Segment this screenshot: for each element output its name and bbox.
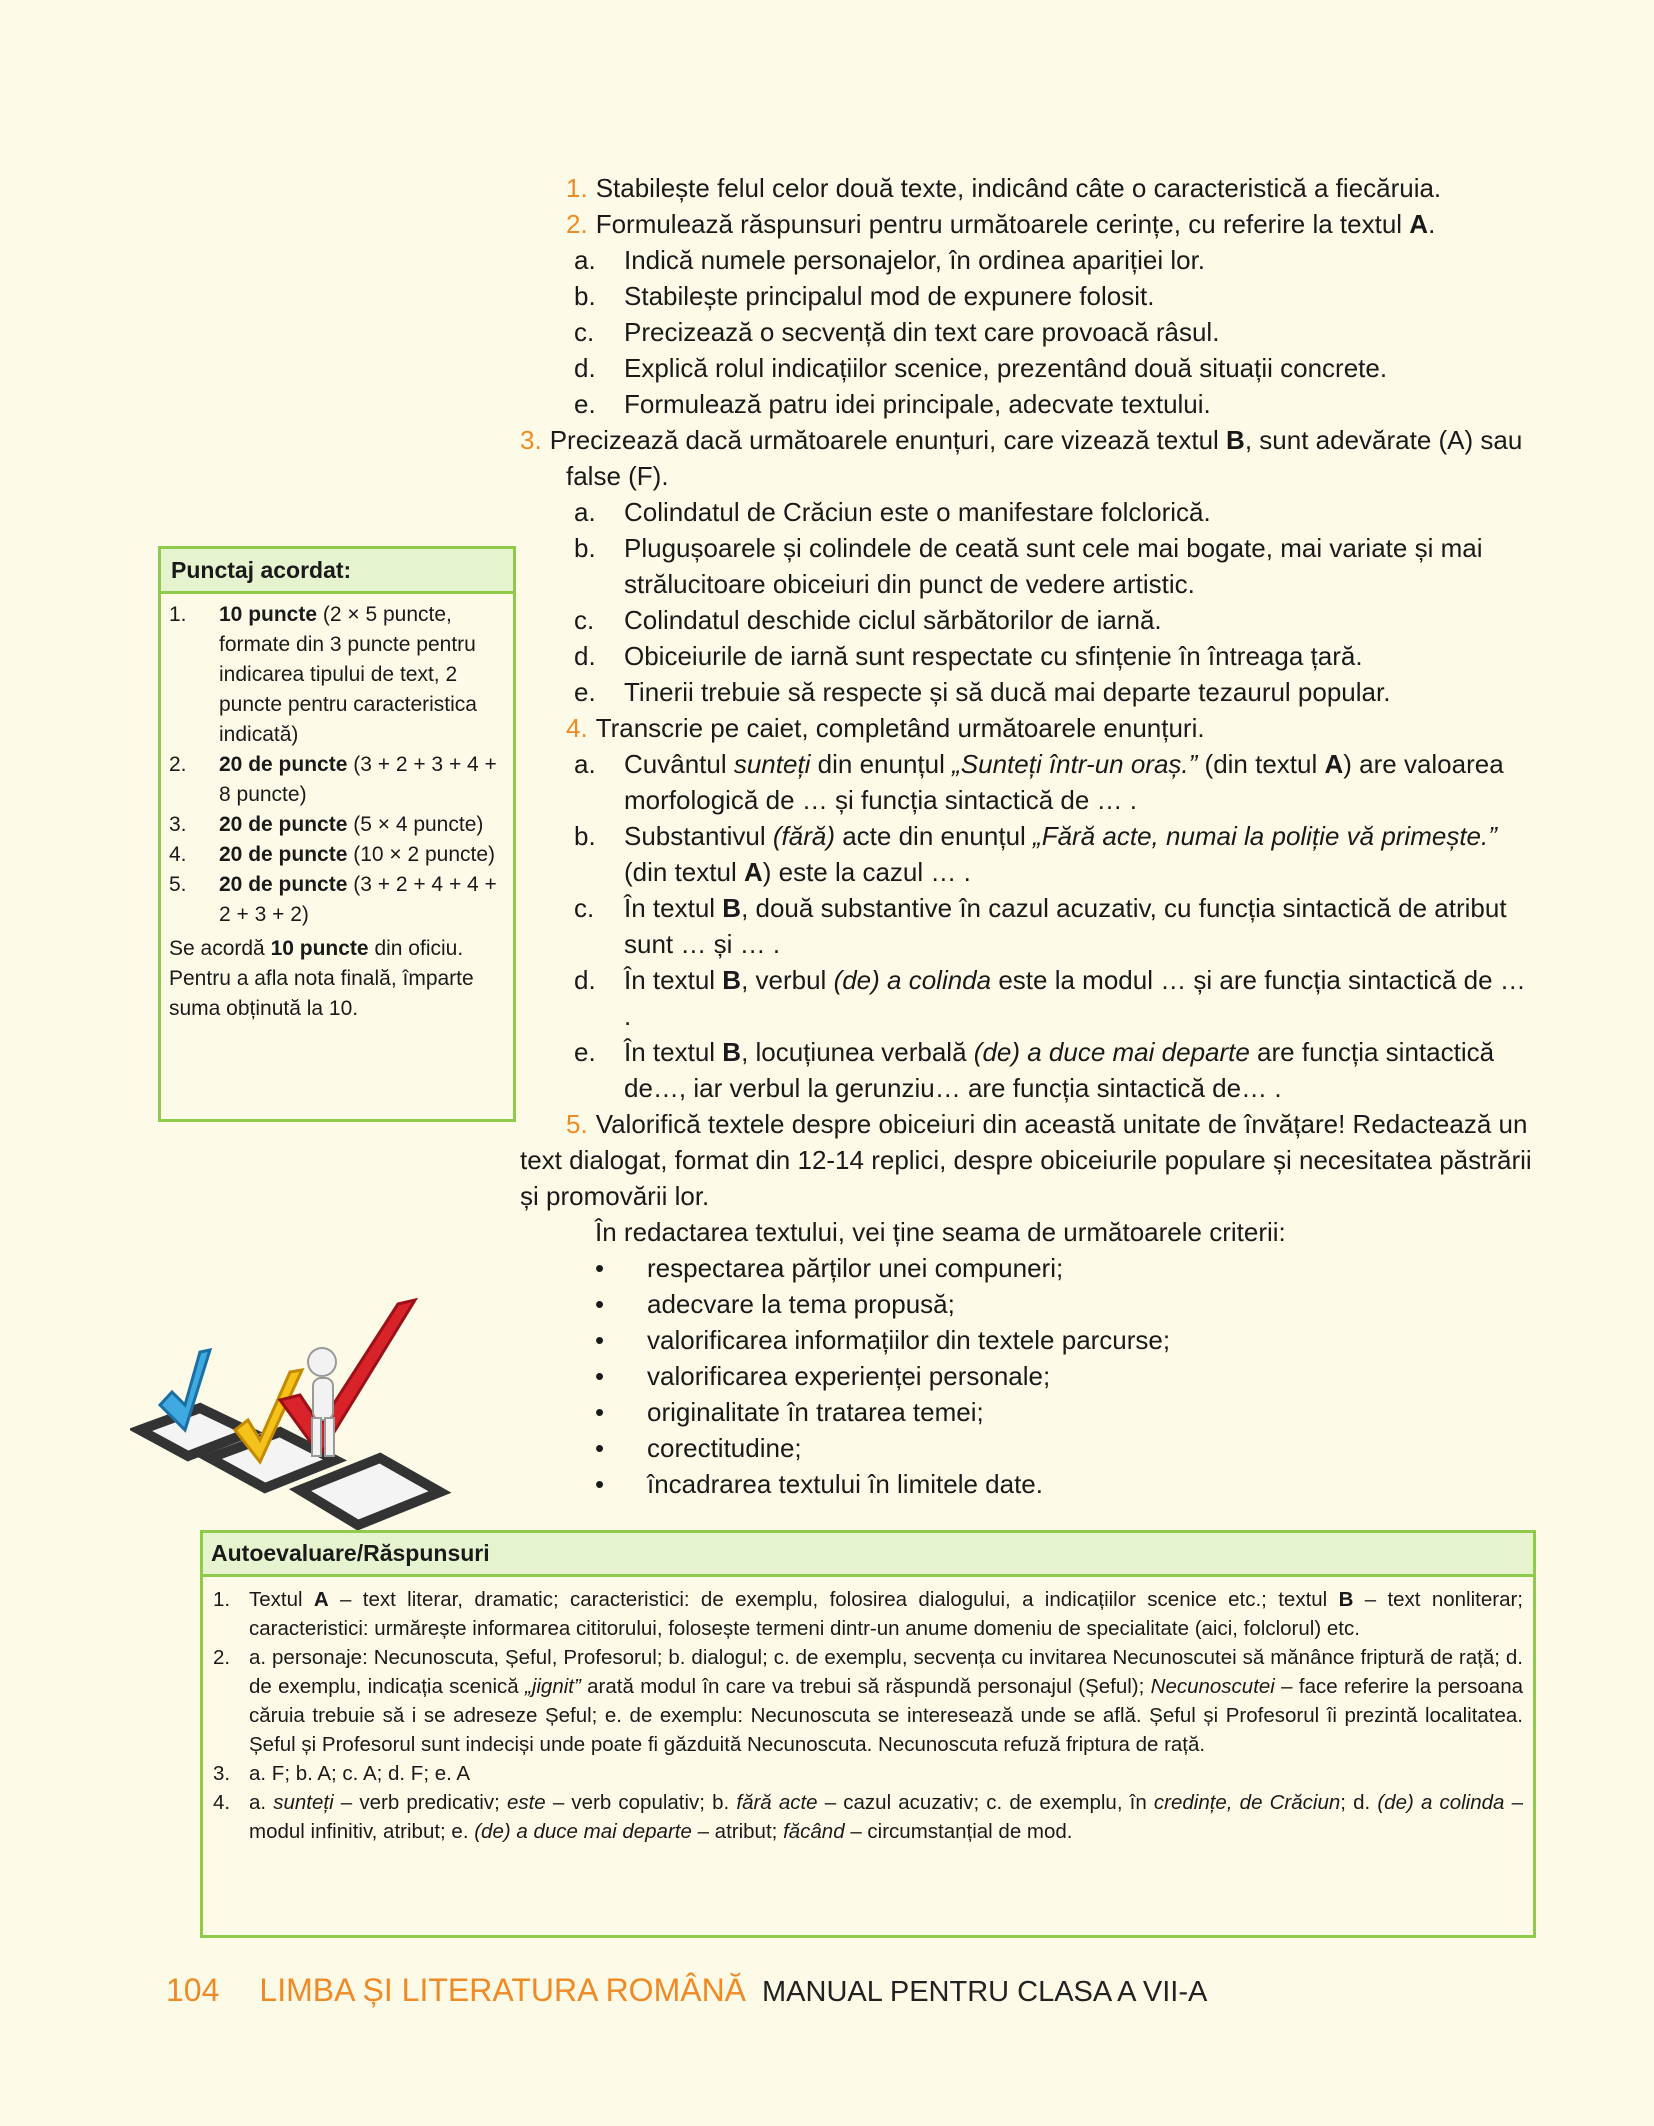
score-row bbox=[169, 810, 505, 840]
score-row-number: 2. bbox=[169, 753, 187, 776]
bullet-icon: • bbox=[595, 1433, 605, 1463]
item-letter: d. bbox=[574, 965, 596, 995]
question-text: Formulează răspunsuri pentru următoarele cerințe, cu referire la textul bbox=[595, 209, 1410, 239]
answer-row bbox=[213, 1585, 1523, 1643]
list-item bbox=[520, 1250, 1540, 1286]
item-letter: e. bbox=[574, 677, 596, 707]
bullet-icon: • bbox=[595, 1397, 605, 1427]
item-letter: d. bbox=[574, 641, 596, 671]
answer-number: 3. bbox=[213, 1762, 231, 1785]
answer-number: 1. bbox=[213, 1588, 231, 1611]
question-2 bbox=[520, 206, 1540, 242]
list-item bbox=[520, 602, 1540, 638]
question-text-end: , sunt adevărate (A) sau false (F). bbox=[566, 425, 1523, 491]
list-item bbox=[520, 818, 1540, 890]
bullet-icon: • bbox=[595, 1289, 605, 1319]
score-row-text: 20 de puncte (5 × 4 puncte) bbox=[219, 813, 484, 836]
question-text-end: . bbox=[1428, 209, 1436, 239]
score-row bbox=[169, 750, 505, 810]
answer-row bbox=[213, 1759, 1523, 1788]
item-text: Explică rolul indicațiilor scenice, prezentând două situații concrete. bbox=[624, 353, 1388, 383]
list-item bbox=[520, 638, 1540, 674]
list-item bbox=[520, 1430, 1540, 1466]
question-3 bbox=[520, 422, 1540, 494]
question-number: 3. bbox=[520, 425, 542, 455]
question-1 bbox=[520, 170, 1540, 206]
question-text: Valorifică textele despre obiceiuri din această unitate de învățare! Redactează un text dialogat, format din 12-14 replici, despre obiceiurile populare și necesitatea păstrării și promovării lor. bbox=[520, 1109, 1532, 1211]
score-row bbox=[169, 600, 505, 750]
list-item bbox=[520, 962, 1540, 1034]
list-item bbox=[520, 278, 1540, 314]
answer-row bbox=[213, 1788, 1523, 1846]
item-text: Precizează o secvență din text care provoacă râsul. bbox=[624, 317, 1220, 347]
manual-title: MANUAL PENTRU CLASA A VII-A bbox=[762, 1976, 1208, 2008]
question-text: Precizează dacă următoarele enunțuri, care vizează textul bbox=[549, 425, 1227, 455]
criterion-text: corectitudine; bbox=[647, 1433, 802, 1463]
list-item bbox=[520, 674, 1540, 710]
item-letter: b. bbox=[574, 281, 596, 311]
question-5 bbox=[520, 1106, 1540, 1214]
text-ref: B bbox=[1226, 425, 1245, 455]
list-item bbox=[520, 1358, 1540, 1394]
question-number: 1. bbox=[566, 173, 588, 203]
item-letter: e. bbox=[574, 1037, 596, 1067]
list-item bbox=[520, 242, 1540, 278]
item-text: În textul B, locuțiunea verbală (de) a duce mai departe are funcția sintactică de…, iar verbul la gerunziu… are funcția sintactică de… . bbox=[624, 1037, 1495, 1103]
item-text: În textul B, două substantive în cazul acuzativ, cu funcția sintactică de atribut sunt … și … . bbox=[624, 893, 1507, 959]
score-row-number: 5. bbox=[169, 873, 187, 896]
checklist-checkmarks-icon bbox=[130, 1280, 510, 1540]
list-item bbox=[520, 530, 1540, 602]
question-number: 2. bbox=[566, 209, 588, 239]
question-text: Transcrie pe caiet, completând următoarele enunțuri. bbox=[595, 713, 1205, 743]
question-number: 5. bbox=[566, 1109, 588, 1139]
text-ref: A bbox=[1409, 209, 1429, 239]
score-note: Se acordă 10 puncte din oficiu. Pentru a afla nota finală, împarte suma obținută la 10. bbox=[169, 937, 474, 1020]
item-text: Plugușoarele și colindele de ceată sunt cele mai bogate, mai variate și mai strălucitoare obiceiuri din punct de vedere artistic. bbox=[624, 533, 1483, 599]
page-number: 104 bbox=[166, 1972, 220, 2008]
item-letter: c. bbox=[574, 605, 595, 635]
bullet-icon: • bbox=[595, 1469, 605, 1499]
list-item bbox=[520, 1394, 1540, 1430]
answer-number: 2. bbox=[213, 1646, 231, 1669]
item-letter: d. bbox=[574, 353, 596, 383]
answer-text: a. F; b. A; c. A; d. F; e. A bbox=[249, 1762, 471, 1785]
item-letter: c. bbox=[574, 317, 595, 347]
bullet-icon: • bbox=[595, 1325, 605, 1355]
item-text: Obiceiurile de iarnă sunt respectate cu sfințenie în întreaga țară. bbox=[624, 641, 1363, 671]
criterion-text: respectarea părților unei compuneri; bbox=[647, 1253, 1064, 1283]
criterion-text: valorificarea experienței personale; bbox=[647, 1361, 1051, 1391]
list-item bbox=[520, 494, 1540, 530]
item-text: În textul B, verbul (de) a colinda este la modul … și are funcția sintactică de … . bbox=[624, 965, 1526, 1031]
score-row-number: 4. bbox=[169, 843, 187, 866]
item-text: Cuvântul sunteți din enunțul „Sunteți într-un oraș.” (din textul A) are valoarea morfologică de … și funcția sintactică de … . bbox=[624, 749, 1504, 815]
item-letter: c. bbox=[574, 893, 595, 923]
list-item bbox=[520, 314, 1540, 350]
list-item bbox=[520, 386, 1540, 422]
score-box bbox=[158, 546, 516, 1122]
list-item bbox=[520, 1322, 1540, 1358]
item-text: Formulează patru idei principale, adecvate textului. bbox=[624, 389, 1211, 419]
score-row-text: 10 puncte (2 × 5 puncte, formate din 3 puncte pentru indicarea tipului de text, 2 puncte pentru caracteristica indicată) bbox=[219, 603, 477, 746]
item-letter: b. bbox=[574, 533, 596, 563]
answers-title: Autoevaluare/Răspunsuri bbox=[203, 1533, 1533, 1577]
question-text: Stabilește felul celor două texte, indicând câte o caracteristică a fiecăruia. bbox=[595, 173, 1442, 203]
answer-text: a. sunteți – verb predicativ; este – verb copulativ; b. fără acte – cazul acuzativ; c. de exemplu, în credințe, de Crăciun; d. (de) a colinda – modul infinitiv, atribut; e. (de) a duce mai departe – atribut; făcând – circumstanțial de mod. bbox=[249, 1791, 1523, 1843]
criteria-intro: În redactarea textului, vei ține seama de următoarele criterii: bbox=[595, 1217, 1286, 1247]
item-text: Indică numele personajelor, în ordinea apariției lor. bbox=[624, 245, 1206, 275]
question-number: 4. bbox=[566, 713, 588, 743]
score-row-number: 3. bbox=[169, 813, 187, 836]
list-item bbox=[520, 350, 1540, 386]
score-row bbox=[169, 840, 505, 870]
list-item bbox=[520, 890, 1540, 962]
subject-title: LIMBA ȘI LITERATURA ROMÂNĂ bbox=[259, 1972, 747, 2008]
answer-row bbox=[213, 1643, 1523, 1759]
answer-text: a. personaje: Necunoscuta, Șeful, Profesorul; b. dialogul; c. de exemplu, secvența cu invitarea Necunoscutei să mănânce friptură de rață; d. de exemplu, indicația scenică „jignit” arată modul în care va trebui să răspundă personajul (Șeful); Necunoscutei – face referire la persoana căruia trebuie să i se adreseze Șeful; e. de exemplu: Necunoscuta se interesează unde se află. Șeful și Profesorul îi prezintă localitatea. Șeful și Profesorul sunt indeciși unde poate fi găzduită Necunoscuta. Necunoscuta refuză friptura de rață. bbox=[249, 1646, 1523, 1756]
item-text: Colindatul deschide ciclul sărbătorilor de iarnă. bbox=[624, 605, 1162, 635]
question-4 bbox=[520, 710, 1540, 746]
item-letter: e. bbox=[574, 389, 596, 419]
score-title: Punctaj acordat: bbox=[161, 549, 513, 594]
list-item bbox=[520, 1034, 1540, 1106]
bullet-icon: • bbox=[595, 1361, 605, 1391]
item-letter: b. bbox=[574, 821, 596, 851]
bullet-icon: • bbox=[595, 1253, 605, 1283]
item-text: Tinerii trebuie să respecte și să ducă mai departe tezaurul popular. bbox=[624, 677, 1391, 707]
questions-section bbox=[520, 170, 1540, 1502]
criterion-text: încadrarea textului în limitele date. bbox=[647, 1469, 1043, 1499]
answer-text: Textul A – text literar, dramatic; caracteristici: de exemplu, folosirea dialogului, a indicațiilor scenice etc.; textul B – text nonliterar; caracteristici: urmărește informarea cititorului, folosește termeni dintr-un anume domeniu de specialitate (aici, folclorul) etc. bbox=[249, 1588, 1523, 1640]
item-letter: a. bbox=[574, 245, 596, 275]
item-text: Colindatul de Crăciun este o manifestare folclorică. bbox=[624, 497, 1211, 527]
criterion-text: adecvare la tema propusă; bbox=[647, 1289, 955, 1319]
list-item bbox=[520, 746, 1540, 818]
list-item bbox=[520, 1286, 1540, 1322]
score-row-number: 1. bbox=[169, 603, 187, 626]
answer-number: 4. bbox=[213, 1791, 231, 1814]
criterion-text: originalitate în tratarea temei; bbox=[647, 1397, 984, 1427]
score-row-text: 20 de puncte (3 + 2 + 4 + 4 + 2 + 3 + 2) bbox=[219, 873, 497, 926]
score-row-text: 20 de puncte (3 + 2 + 3 + 4 + 8 puncte) bbox=[219, 753, 497, 806]
item-letter: a. bbox=[574, 497, 596, 527]
score-row bbox=[169, 870, 505, 930]
item-text: Stabilește principalul mod de expunere folosit. bbox=[624, 281, 1155, 311]
score-row-text: 20 de puncte (10 × 2 puncte) bbox=[219, 843, 496, 866]
list-item bbox=[520, 1466, 1540, 1502]
criterion-text: valorificarea informațiilor din textele parcurse; bbox=[647, 1325, 1171, 1355]
item-letter: a. bbox=[574, 749, 596, 779]
page-footer bbox=[166, 1970, 1207, 2012]
item-text: Substantivul (fără) acte din enunțul „Fără acte, numai la poliție vă primește.” (din textul A) este la cazul … . bbox=[624, 821, 1497, 887]
answers-box bbox=[200, 1530, 1536, 1938]
